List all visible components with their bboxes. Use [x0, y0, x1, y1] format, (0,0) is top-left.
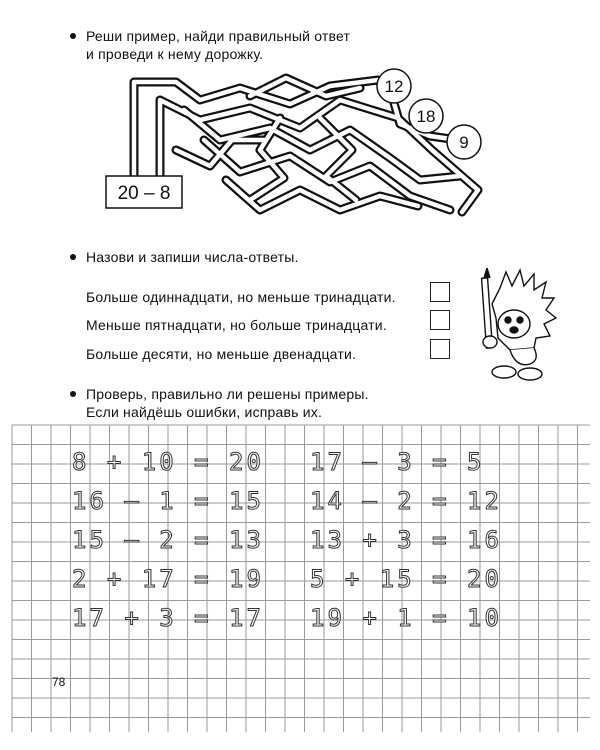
task1-instruction-line2: и проведи к нему дорожку. — [86, 46, 264, 62]
equation-left-2: 16 – 1 = 15 — [72, 487, 264, 515]
equation-left-1: 8 + 10 = 20 — [72, 448, 264, 476]
hedgehog-illustration — [470, 268, 560, 388]
page-number: 78 — [52, 675, 66, 689]
bullet — [70, 391, 76, 397]
equation-right-2: 14 – 2 = 12 — [310, 487, 502, 515]
equation-right-1: 17 – 3 = 5 — [310, 448, 485, 476]
equation-right-4: 5 + 15 = 20 — [310, 565, 502, 593]
answer-box-3[interactable] — [430, 339, 450, 359]
equation-left-3: 15 – 2 = 13 — [72, 526, 264, 554]
maze — [0, 0, 600, 240]
answer-box-1[interactable] — [430, 282, 450, 302]
equation-right-3: 13 + 3 = 16 — [310, 526, 502, 554]
equation-right-5: 19 + 1 = 10 — [310, 604, 502, 632]
task2-item-2: Меньше пятнадцати, но больше тринадцати. — [86, 317, 387, 333]
equation-left-5: 17 + 3 = 17 — [72, 604, 264, 632]
task2-item-3: Больше десяти, но меньше двенадцати. — [86, 346, 357, 362]
answer-2: 18 — [416, 107, 436, 126]
bullet — [70, 254, 76, 260]
equation-left-4: 2 + 17 = 19 — [72, 565, 264, 593]
example-text: 20 – 8 — [117, 183, 171, 204]
task2-item-1: Больше одиннадцати, но меньше тринадцати. — [86, 289, 396, 305]
task3-instruction-line2: Если найдёшь ошибки, исправь их. — [86, 404, 323, 420]
task1-instruction-line1: Реши пример, найди правильный ответ — [86, 28, 351, 44]
answer-3: 9 — [459, 133, 469, 152]
task3-instruction-line1: Проверь, правильно ли решены примеры. — [86, 386, 369, 402]
answer-1: 12 — [384, 77, 404, 96]
task2-title: Назови и запиши числа-ответы. — [86, 249, 299, 265]
answer-box-2[interactable] — [430, 310, 450, 330]
